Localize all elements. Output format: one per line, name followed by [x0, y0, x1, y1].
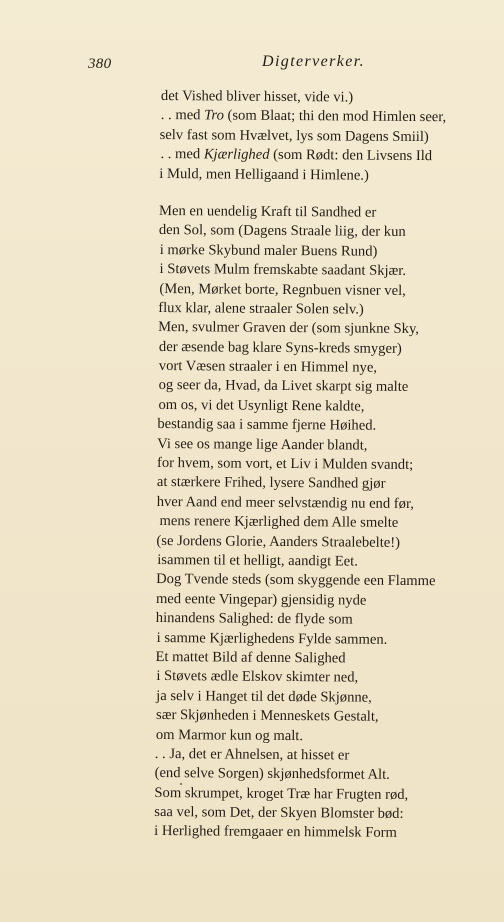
poem-line: i Herlighed fremgaaer en himmelsk Form [154, 823, 397, 842]
poem-line: Et mattet Bild af denne Salighed [155, 648, 346, 667]
poem-line: den Sol, som (Dagens Straale liig, der kun [158, 222, 406, 241]
poem-line: om os, vi det Usynligt Rene kaldte, [158, 396, 365, 415]
poem-line: i mørke Skybund maler Buens Rund) [159, 241, 378, 260]
poem-line: og seer da, Hvad, da Livet skarpt sig malte [158, 377, 409, 396]
print-speck [180, 783, 182, 785]
poem-line: Vi see os mange lige Aander blandt, [157, 435, 368, 454]
poem-line: bestandig saa i samme fjerne Høihed. [157, 416, 377, 434]
page-header [0, 50, 504, 76]
poem-line: flux klar, alene straaler Solen selv.) [158, 299, 364, 318]
poem-line: i Støvets Mulm fremskabte saadant Skjær. [159, 261, 407, 280]
poem-line: . . med Tro (som Blaat; thi den mod Himlen seer, [160, 107, 447, 126]
poem-line: i Muld, men Helligaand i Himlene.) [159, 165, 369, 184]
poem-line: hinandens Salighed: de flyde som [155, 610, 353, 628]
poem-line: med eente Vingepar) gjensidig nyde [155, 590, 367, 609]
stanza-2 [154, 202, 503, 845]
poem-line: (end selve Sorgen) skjønhedsformet Alt. [154, 765, 390, 784]
poem-line: hver Aand end meer selvstændig nu end før, [156, 493, 414, 512]
poem-line: . . med Kjærlighed (som Rødt: den Livsens Ild [160, 146, 433, 165]
poem-line: . . Ja, det er Ahnelsen, at hisset er [154, 745, 350, 764]
poem-line: Men en uendelig Kraft til Sandhed er [158, 202, 377, 221]
stanza-1 [159, 87, 504, 187]
poem-line: Dog Tvende steds (som skyggende een Flamme [156, 571, 436, 590]
poem-line: isammen til et helligt, aandigt Eet. [157, 551, 358, 570]
poem-line: vort Væsen straaler i en Himmel nye, [158, 358, 378, 376]
poem-line: Men, svulmer Graven der (som sjunkne Sky, [158, 319, 420, 338]
poem-text [154, 87, 504, 845]
poem-line: i samme Kjærlighedens Fylde sammen. [156, 629, 388, 648]
poem-line: (Men, Mørket borte, Regnbuen visner vel, [159, 280, 406, 299]
poem-line: mens renere Kjærlighed dem Alle smelte [159, 513, 399, 532]
page-number: 380 [88, 56, 112, 72]
poem-line: selv fast som Hvælvet, lys som Dagens Smiil) [159, 126, 429, 145]
poem-line: om Marmor kun og malt. [155, 726, 304, 744]
poem-line: ja selv i Hanget til det døde Skjønne, [156, 687, 372, 706]
poem-line: der æsende bag klare Syns-kreds smyger) [158, 338, 402, 357]
poem-line: Som skrumpet, kroget Træ har Frugten rød, [154, 784, 409, 803]
running-head: Digterverker. [262, 53, 366, 70]
poem-line: for hvem, som vort, et Liv i Mulden svandt; [156, 455, 414, 474]
poem-line: sær Skjønheden i Menneskets Gestalt, [156, 707, 379, 725]
poem-line: i Støvets ædle Elskov skimter ned, [156, 668, 359, 686]
poem-line: det Vished bliver hisset, vide vi.) [160, 88, 354, 106]
poem-line: saa vel, som Det, der Skyen Blomster bød: [154, 804, 404, 822]
poem-line: at stærkere Frihed, lysere Sandhed gjør [156, 474, 386, 493]
poem-line: (se Jordens Glorie, Aanders Straalebelte!) [156, 532, 401, 551]
